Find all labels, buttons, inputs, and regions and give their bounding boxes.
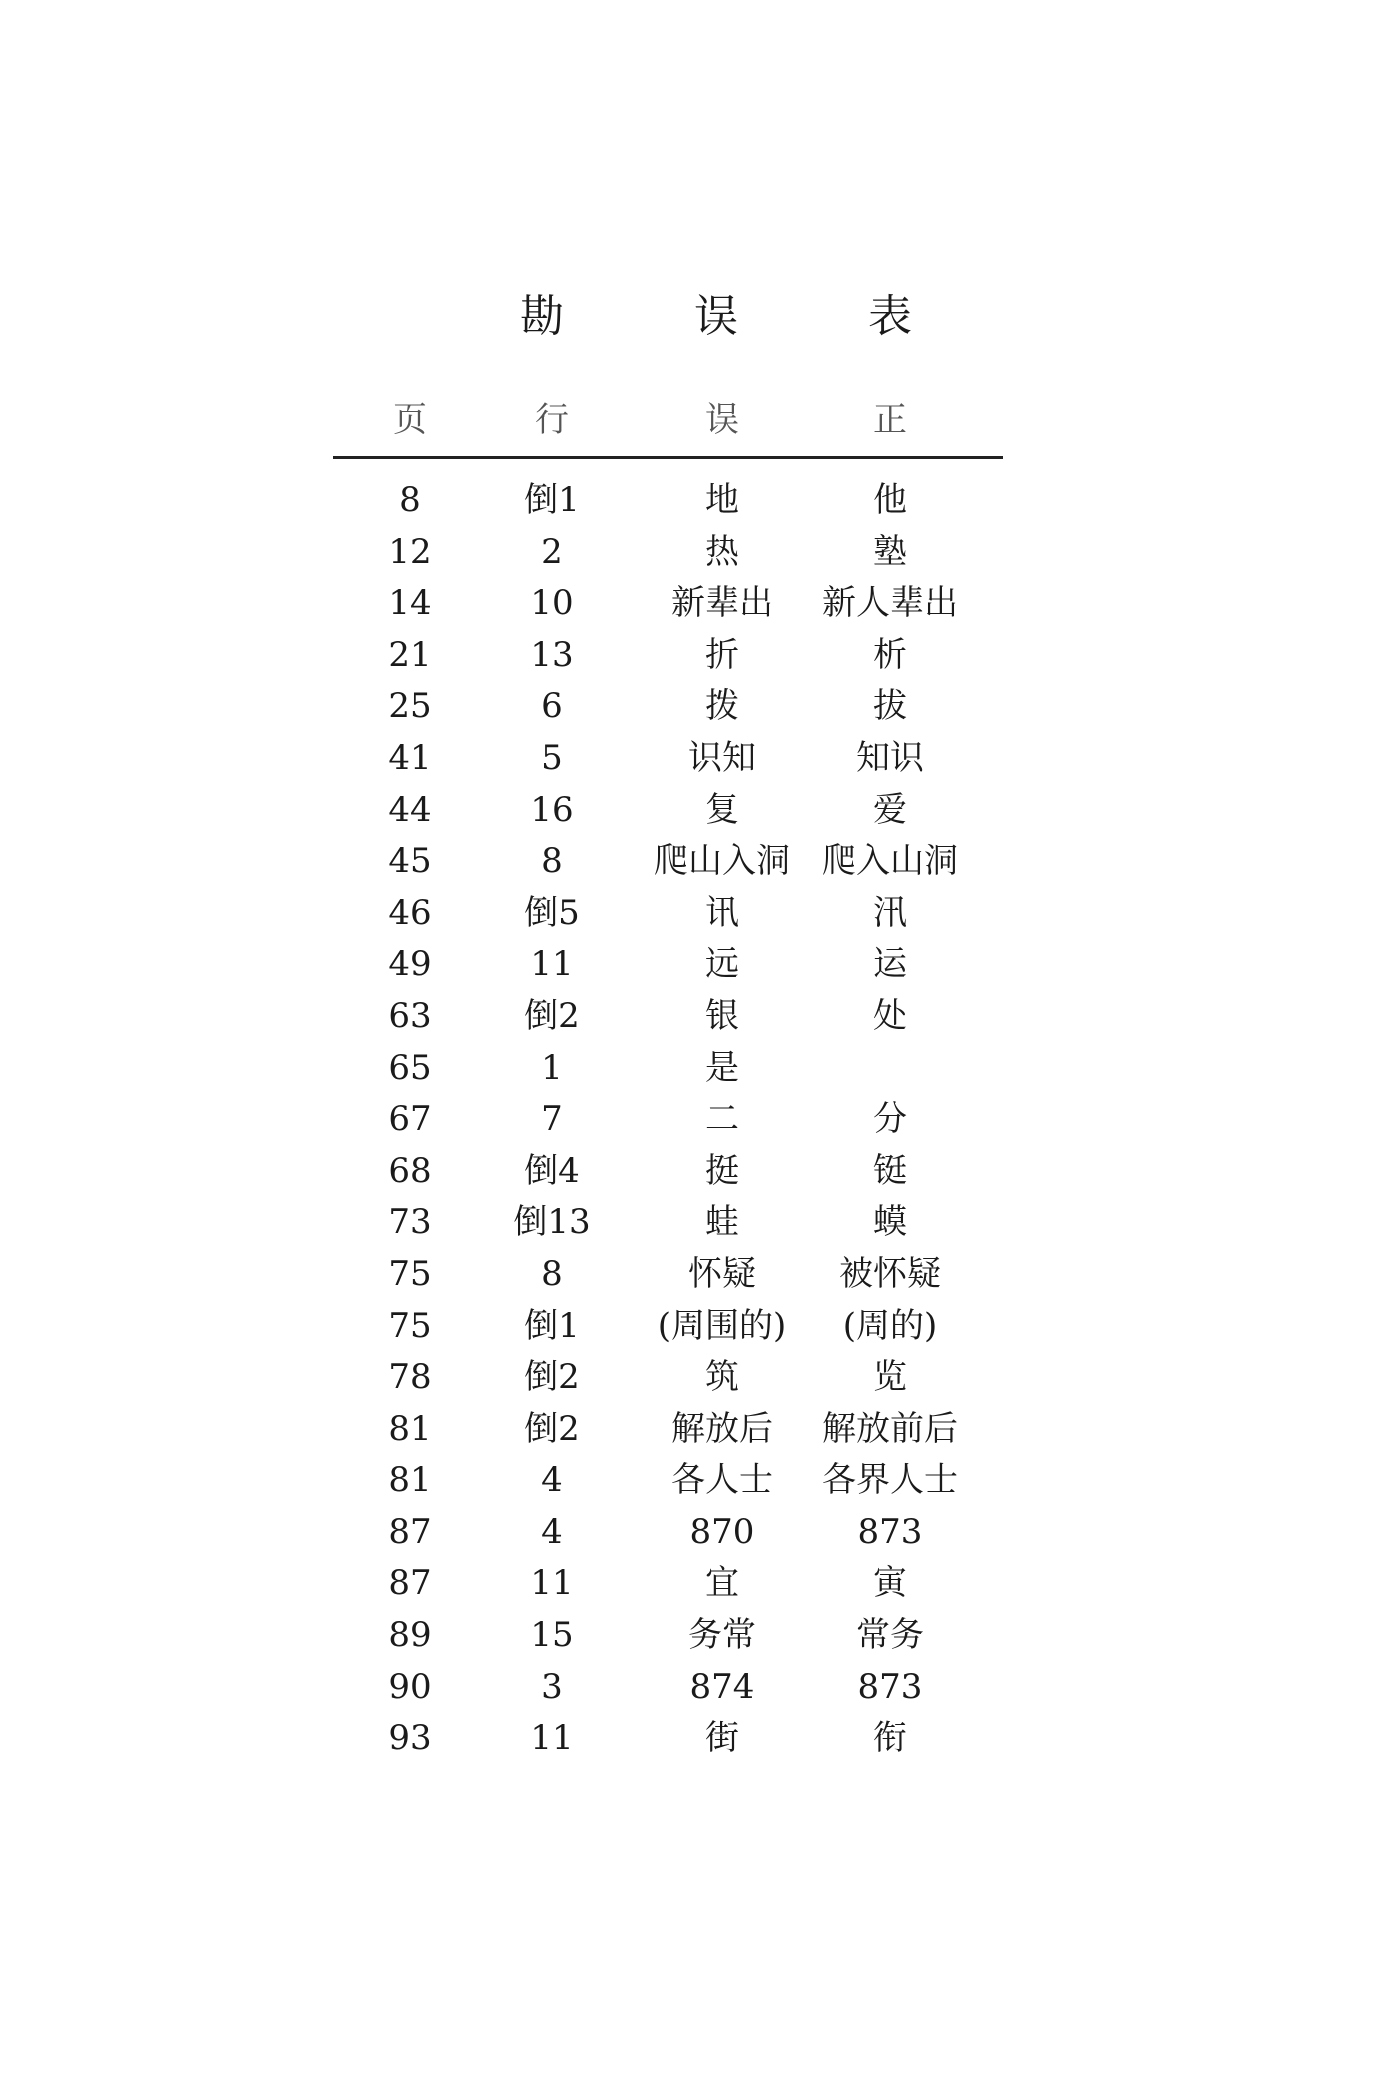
row-line: 3 — [541, 1666, 563, 1707]
row-line: 5 — [541, 737, 563, 778]
table-row — [0, 890, 1382, 942]
row-error: (周围的) — [657, 1305, 787, 1346]
row-page: 21 — [388, 634, 432, 675]
header-page: 页 — [393, 400, 427, 440]
table-row — [0, 735, 1382, 787]
table-row — [0, 1406, 1382, 1458]
row-line: 倒1 — [524, 1305, 580, 1346]
table-row — [0, 941, 1382, 993]
table-row — [0, 1148, 1382, 1200]
table-row — [0, 683, 1382, 735]
row-correction: 解放前后 — [822, 1408, 958, 1449]
row-line: 倒1 — [524, 480, 580, 520]
row-correction: 分 — [873, 1099, 907, 1140]
row-page: 93 — [388, 1718, 432, 1759]
row-page: 45 — [388, 841, 432, 882]
row-correction: 各界人士 — [822, 1460, 958, 1501]
row-correction: 寅 — [873, 1563, 907, 1604]
row-page: 65 — [388, 1047, 432, 1088]
row-correction: 汛 — [873, 892, 907, 933]
row-line: 倒2 — [524, 1357, 580, 1398]
row-error: 拨 — [705, 686, 739, 727]
table-row — [0, 838, 1382, 890]
row-page: 41 — [388, 737, 432, 778]
row-page: 46 — [388, 892, 432, 933]
row-line: 11 — [530, 944, 574, 985]
row-line: 15 — [530, 1615, 574, 1656]
row-error: 新辈出 — [671, 583, 773, 624]
row-page: 63 — [388, 995, 432, 1036]
row-page: 8 — [399, 480, 421, 520]
row-page: 81 — [388, 1460, 432, 1501]
row-page: 90 — [388, 1666, 432, 1707]
table-row — [0, 1457, 1382, 1509]
table-row — [0, 477, 1382, 529]
row-correction: 873 — [857, 1666, 923, 1707]
errata-table — [0, 477, 1382, 1767]
row-error: 爬山入洞 — [654, 841, 790, 882]
row-error: 折 — [705, 634, 739, 675]
table-row — [0, 632, 1382, 684]
row-line: 倒2 — [524, 1408, 580, 1449]
row-correction: 蟆 — [873, 1202, 907, 1243]
row-error: 银 — [705, 995, 739, 1036]
table-row — [0, 1664, 1382, 1716]
row-correction: 览 — [873, 1357, 907, 1398]
row-line: 4 — [541, 1460, 563, 1501]
row-page: 87 — [388, 1511, 432, 1552]
row-error: 二 — [705, 1099, 739, 1140]
row-correction: 塾 — [873, 531, 907, 572]
row-error: 是 — [705, 1047, 739, 1088]
row-page: 25 — [388, 686, 432, 727]
row-correction: 873 — [857, 1511, 923, 1552]
header-correction: 正 — [873, 400, 907, 440]
row-page: 73 — [388, 1202, 432, 1243]
row-correction: 析 — [873, 634, 907, 675]
row-correction: 常务 — [856, 1615, 924, 1656]
row-line: 4 — [541, 1511, 563, 1552]
row-error: 地 — [705, 480, 739, 520]
header-line: 行 — [535, 400, 569, 440]
row-correction: 爱 — [873, 789, 907, 830]
page-title: 勘 误 表 — [520, 291, 970, 342]
row-error: 讯 — [705, 892, 739, 933]
row-correction: 爬入山洞 — [822, 841, 958, 882]
row-page: 78 — [388, 1357, 432, 1398]
row-line: 13 — [530, 634, 574, 675]
table-row — [0, 1199, 1382, 1251]
row-page: 14 — [388, 583, 432, 624]
row-error: 务常 — [688, 1615, 756, 1656]
row-line: 6 — [541, 686, 563, 727]
row-error: 874 — [689, 1666, 755, 1707]
row-line: 2 — [541, 531, 563, 572]
row-page: 75 — [388, 1253, 432, 1294]
row-line: 11 — [530, 1718, 574, 1759]
row-page: 75 — [388, 1305, 432, 1346]
row-page: 49 — [388, 944, 432, 985]
row-error: 蛙 — [705, 1202, 739, 1243]
row-error: 解放后 — [671, 1408, 773, 1449]
row-error: 远 — [705, 944, 739, 985]
row-error: 街 — [705, 1718, 739, 1759]
row-page: 81 — [388, 1408, 432, 1449]
row-error: 热 — [705, 531, 739, 572]
table-row — [0, 1509, 1382, 1561]
row-error: 挺 — [705, 1150, 739, 1191]
row-line: 11 — [530, 1563, 574, 1604]
table-row — [0, 1715, 1382, 1767]
row-correction: 被怀疑 — [839, 1253, 941, 1294]
row-page: 12 — [388, 531, 432, 572]
row-correction: 运 — [873, 944, 907, 985]
table-row — [0, 1045, 1382, 1097]
row-line: 倒2 — [524, 995, 580, 1036]
header-error: 误 — [705, 400, 739, 440]
row-page: 44 — [388, 789, 432, 830]
row-line: 倒13 — [513, 1202, 591, 1243]
row-correction: 知识 — [856, 737, 924, 778]
row-page: 87 — [388, 1563, 432, 1604]
table-row — [0, 993, 1382, 1045]
row-line: 1 — [541, 1047, 563, 1088]
row-correction: 衔 — [873, 1718, 907, 1759]
row-error: 复 — [705, 789, 739, 830]
row-error: 宜 — [705, 1563, 739, 1604]
row-correction: 铤 — [873, 1150, 907, 1191]
table-row — [0, 1251, 1382, 1303]
row-correction: 拔 — [873, 686, 907, 727]
row-line: 8 — [541, 841, 563, 882]
row-line: 10 — [530, 583, 574, 624]
table-row — [0, 529, 1382, 581]
row-error: 识知 — [688, 737, 756, 778]
row-correction: (周的) — [842, 1305, 938, 1346]
table-row — [0, 1612, 1382, 1664]
row-error: 怀疑 — [688, 1253, 756, 1294]
row-line: 8 — [541, 1253, 563, 1294]
table-header — [0, 392, 1382, 442]
row-page: 67 — [388, 1099, 432, 1140]
row-page: 89 — [388, 1615, 432, 1656]
table-row — [0, 1303, 1382, 1355]
row-error: 870 — [689, 1511, 755, 1552]
row-line: 7 — [541, 1099, 563, 1140]
row-line: 16 — [530, 789, 574, 830]
row-correction: 新人辈出 — [822, 583, 958, 624]
table-row — [0, 787, 1382, 839]
row-correction: 处 — [873, 995, 907, 1036]
table-row — [0, 1096, 1382, 1148]
row-error: 各人士 — [671, 1460, 773, 1501]
header-divider — [333, 456, 1003, 459]
row-line: 倒4 — [524, 1150, 580, 1191]
table-row — [0, 1560, 1382, 1612]
table-row — [0, 1354, 1382, 1406]
table-row — [0, 580, 1382, 632]
row-error: 筑 — [705, 1357, 739, 1398]
row-correction: 他 — [873, 480, 907, 520]
row-page: 68 — [388, 1150, 432, 1191]
row-line: 倒5 — [524, 892, 580, 933]
